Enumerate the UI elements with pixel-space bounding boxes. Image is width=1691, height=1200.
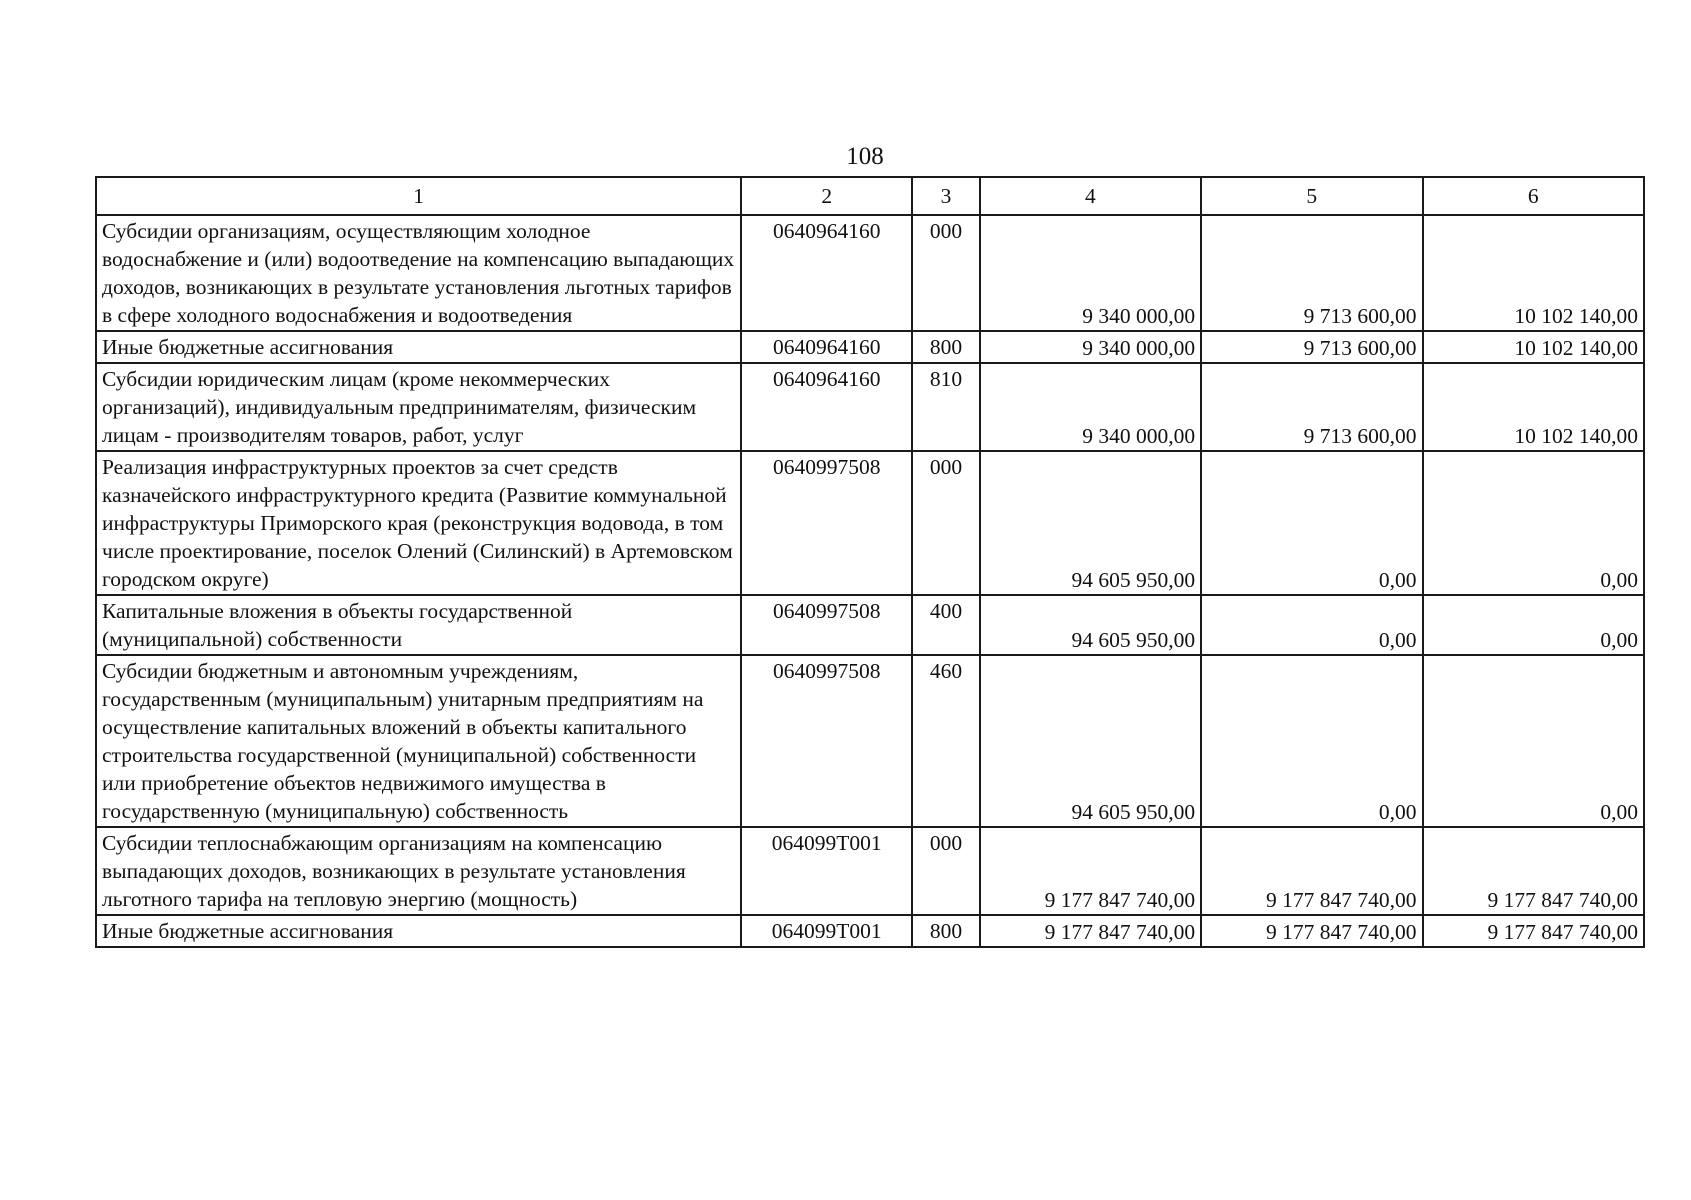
row-value-4: 94 605 950,00 (980, 451, 1201, 595)
row-type: 000 (912, 215, 979, 331)
table-row (96, 827, 1644, 915)
row-code: 0640964160 (741, 331, 912, 363)
row-value-6: 0,00 (1423, 655, 1644, 827)
row-name: Реализация инфраструктурных проектов за счет средств казначейского инфраструктурного кредита (Развитие коммунальной инфраструктуры Приморского края (реконструкция водовода, в том числе проектирование, поселок Олений (Силинский) в Артемовском городском округе) (96, 451, 741, 595)
row-value-4: 9 340 000,00 (980, 331, 1201, 363)
header-cell-5: 5 (1201, 177, 1422, 215)
row-value-4: 94 605 950,00 (980, 595, 1201, 655)
row-code: 0640964160 (741, 215, 912, 331)
row-value-6: 10 102 140,00 (1423, 215, 1644, 331)
row-value-6: 9 177 847 740,00 (1423, 827, 1644, 915)
row-value-5: 9 177 847 740,00 (1201, 915, 1422, 947)
row-name: Капитальные вложения в объекты государственной (муниципальной) собственности (96, 595, 741, 655)
table-row (96, 363, 1644, 451)
row-name: Иные бюджетные ассигнования (96, 331, 741, 363)
row-code: 0640997508 (741, 451, 912, 595)
table-row (96, 451, 1644, 595)
row-name: Субсидии юридическим лицам (кроме некоммерческих организаций), индивидуальным предпринимателям, физическим лицам - производителям товаров, работ, услуг (96, 363, 741, 451)
row-value-5: 0,00 (1201, 655, 1422, 827)
row-code: 064099Т001 (741, 915, 912, 947)
row-value-6: 0,00 (1423, 595, 1644, 655)
row-value-5: 9 177 847 740,00 (1201, 827, 1422, 915)
row-value-4: 9 340 000,00 (980, 363, 1201, 451)
row-value-6: 10 102 140,00 (1423, 363, 1644, 451)
header-cell-4: 4 (980, 177, 1201, 215)
page-number: 108 (846, 143, 884, 170)
table-row (96, 915, 1644, 947)
table-row (96, 655, 1644, 827)
row-value-6: 9 177 847 740,00 (1423, 915, 1644, 947)
table-row (96, 331, 1644, 363)
row-name: Субсидии теплоснабжающим организациям на компенсацию выпадающих доходов, возникающих в результате установления льготного тарифа на тепловую энергию (мощность) (96, 827, 741, 915)
table-row (96, 595, 1644, 655)
row-value-6: 10 102 140,00 (1423, 331, 1644, 363)
row-type: 810 (912, 363, 979, 451)
row-code: 064099Т001 (741, 827, 912, 915)
row-type: 460 (912, 655, 979, 827)
row-value-5: 0,00 (1201, 451, 1422, 595)
header-cell-6: 6 (1423, 177, 1644, 215)
row-value-5: 0,00 (1201, 595, 1422, 655)
row-value-6: 0,00 (1423, 451, 1644, 595)
row-value-5: 9 713 600,00 (1201, 363, 1422, 451)
budget-table (95, 176, 1645, 948)
row-code: 0640997508 (741, 595, 912, 655)
header-row (96, 177, 1644, 215)
row-code: 0640997508 (741, 655, 912, 827)
header-cell-1: 1 (96, 177, 741, 215)
row-type: 000 (912, 827, 979, 915)
row-value-4: 94 605 950,00 (980, 655, 1201, 827)
row-type: 800 (912, 331, 979, 363)
row-value-4: 9 177 847 740,00 (980, 827, 1201, 915)
row-value-4: 9 340 000,00 (980, 215, 1201, 331)
row-name: Субсидии организациям, осуществляющим холодное водоснабжение и (или) водоотведение на компенсацию выпадающих доходов, возникающих в результате установления льготных тарифов в сфере холодного водоснабжения и водоотведения (96, 215, 741, 331)
row-name: Субсидии бюджетным и автономным учреждениям, государственным (муниципальным) унитарным предприятиям на осуществление капитальных вложений в объекты капитального строительства государственной (муниципальной) собственности или приобретение объектов недвижимого имущества в государственную (муниципальную) собственность (96, 655, 741, 827)
row-name: Иные бюджетные ассигнования (96, 915, 741, 947)
row-code: 0640964160 (741, 363, 912, 451)
table-row (96, 215, 1644, 331)
header-cell-3: 3 (912, 177, 979, 215)
row-type: 800 (912, 915, 979, 947)
row-type: 000 (912, 451, 979, 595)
row-value-5: 9 713 600,00 (1201, 331, 1422, 363)
row-value-5: 9 713 600,00 (1201, 215, 1422, 331)
row-type: 400 (912, 595, 979, 655)
header-cell-2: 2 (741, 177, 912, 215)
row-value-4: 9 177 847 740,00 (980, 915, 1201, 947)
